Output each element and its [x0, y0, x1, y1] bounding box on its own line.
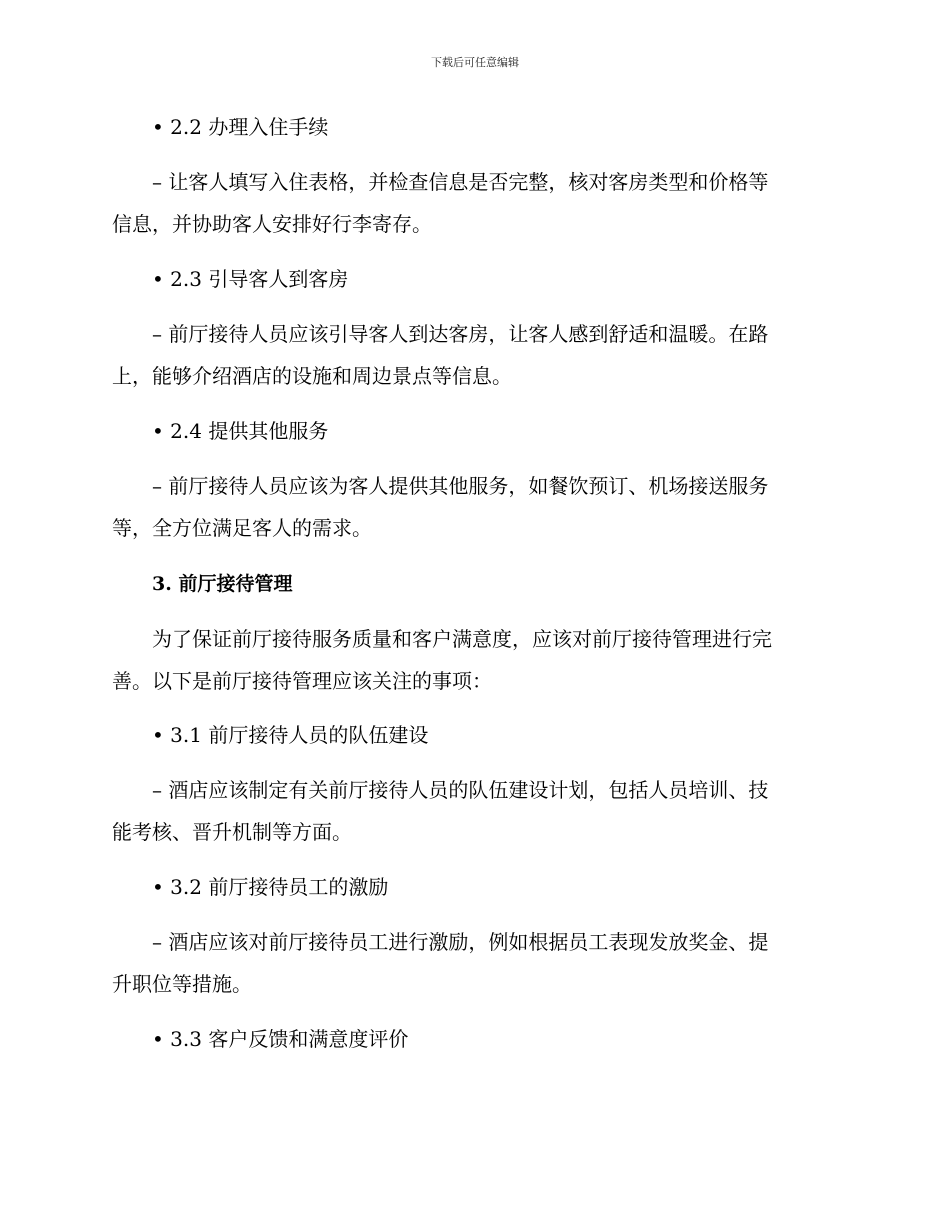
bullet-2-4: • 2.4 提供其他服务 — [152, 419, 329, 443]
paragraph-3-2-line-1: – 酒店应该对前厅接待员工进行激励，例如根据员工表现发放奖金、提 — [152, 930, 769, 954]
paragraph-3-2-line-2: 升职位等措施。 — [112, 972, 252, 996]
paragraph-3-intro-line-1: 为了保证前厅接待服务质量和客户满意度，应该对前厅接待管理进行完 — [152, 627, 772, 651]
paragraph-2-3-line-1: – 前厅接待人员应该引导客人到达客房，让客人感到舒适和温暖。在路 — [152, 322, 769, 346]
paragraph-3-intro-line-2: 善。以下是前厅接待管理应该关注的事项： — [112, 669, 492, 693]
section-heading-3: 3. 前厅接待管理 — [152, 573, 293, 595]
paragraph-2-2-line-2: 信息，并协助客人安排好行李寄存。 — [112, 212, 432, 236]
paragraph-2-2-line-1: – 让客人填写入住表格，并检查信息是否完整，核对客房类型和价格等 — [152, 170, 769, 194]
paragraph-2-4-line-1: – 前厅接待人员应该为客人提供其他服务，如餐饮预订、机场接送服务 — [152, 474, 769, 498]
bullet-3-2: • 3.2 前厅接待员工的激励 — [152, 875, 389, 899]
paragraph-2-4-line-2: 等，全方位满足客人的需求。 — [112, 516, 372, 540]
bullet-3-3: • 3.3 客户反馈和满意度评价 — [152, 1027, 409, 1051]
bullet-2-2: • 2.2 办理入住手续 — [152, 115, 329, 139]
paragraph-3-1-line-2: 能考核、晋升机制等方面。 — [112, 820, 352, 844]
bullet-3-1: • 3.1 前厅接待人员的队伍建设 — [152, 723, 429, 747]
page-header-note: 下载后可任意编辑 — [431, 56, 519, 69]
paragraph-2-3-line-2: 上，能够介绍酒店的设施和周边景点等信息。 — [112, 364, 512, 388]
bullet-2-3: • 2.3 引导客人到客房 — [152, 267, 349, 291]
paragraph-3-1-line-1: – 酒店应该制定有关前厅接待人员的队伍建设计划，包括人员培训、技 — [152, 778, 769, 802]
